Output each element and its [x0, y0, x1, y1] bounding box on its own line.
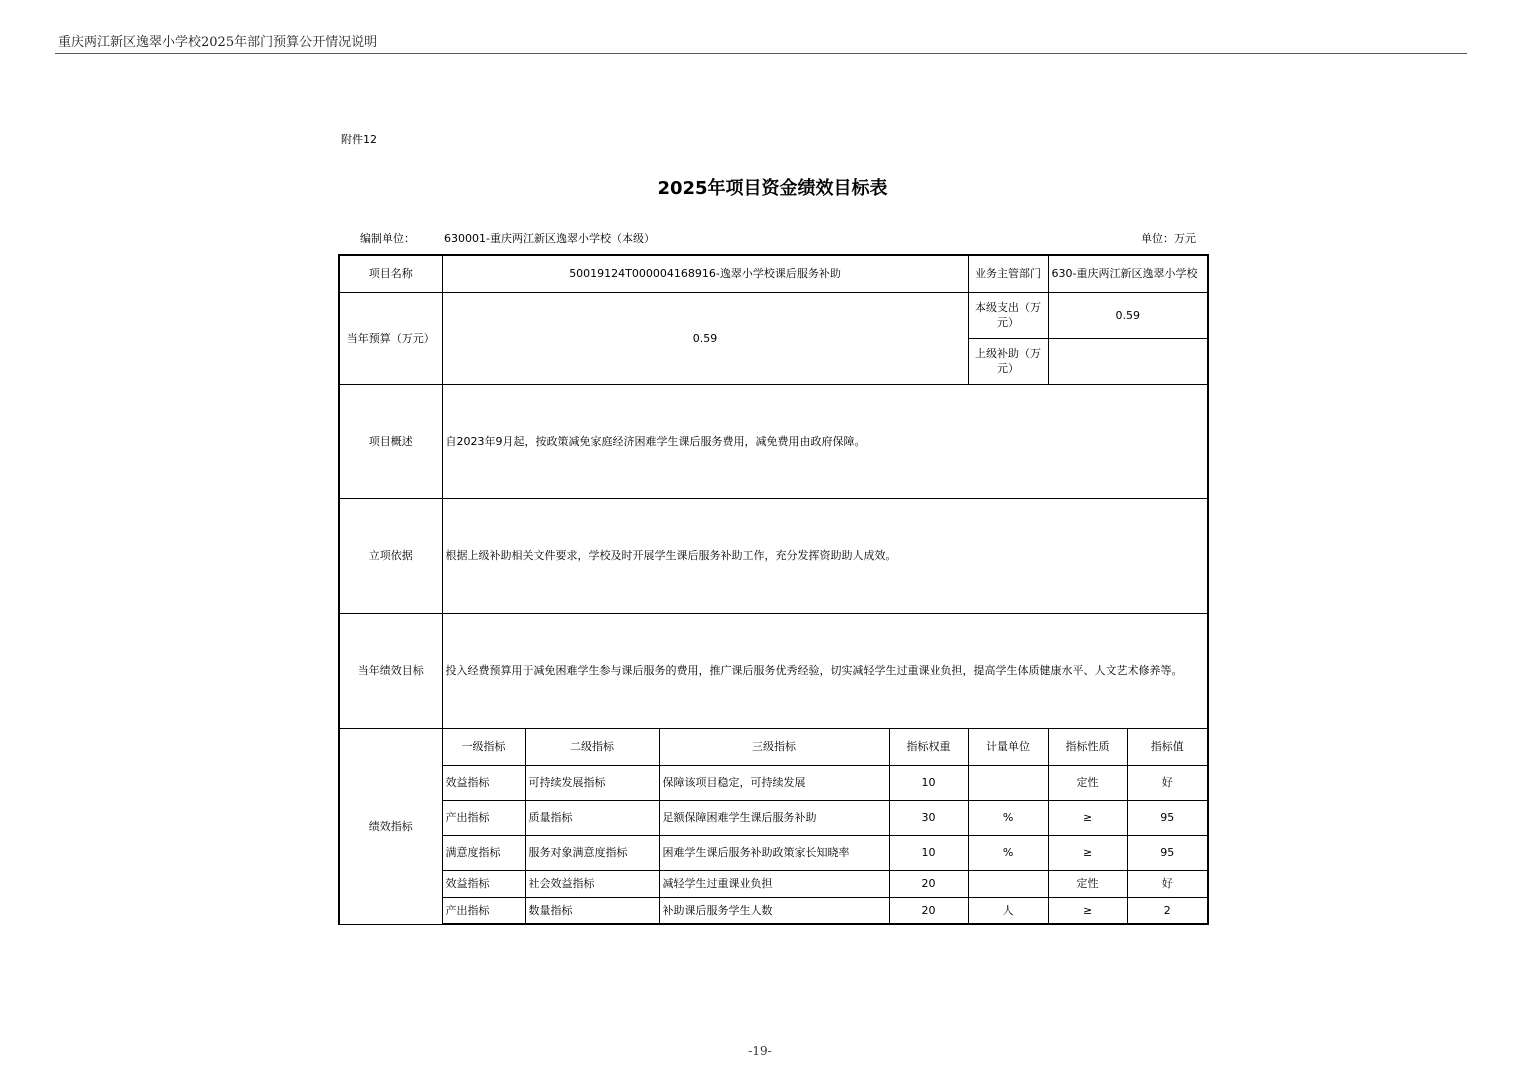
basis-value: 根据上级补助相关文件要求，学校及时开展学生课后服务补助工作，充分发挥资助助人成效。: [442, 498, 1208, 613]
unit-cell: 人: [968, 897, 1048, 924]
level2-cell: 数量指标: [525, 897, 659, 924]
nature-cell: ≥: [1048, 835, 1127, 870]
goal-label: 当年绩效目标: [339, 613, 442, 728]
weight-cell: 20: [889, 870, 968, 897]
dept-value: 630-重庆两江新区逸翠小学校: [1048, 255, 1208, 292]
indicator-header: 三级指标: [659, 728, 889, 765]
level2-cell: 质量指标: [525, 800, 659, 835]
superior-subsidy-label: 上级补助（万元）: [968, 338, 1048, 384]
table-row: [339, 897, 1208, 924]
superior-subsidy-value: [1048, 338, 1208, 384]
level3-cell: 补助课后服务学生人数: [659, 897, 889, 924]
dept-label: 业务主管部门: [968, 255, 1048, 292]
budget-value: 0.59: [442, 292, 968, 384]
level1-cell: 效益指标: [442, 765, 525, 800]
compiler-label: 编制单位：: [360, 232, 415, 245]
page-number: -19-: [748, 1044, 772, 1058]
weight-cell: 10: [889, 765, 968, 800]
basis-label: 立项依据: [339, 498, 442, 613]
table-row: [339, 765, 1208, 800]
unit-label: 单位：万元: [1141, 232, 1196, 245]
level3-cell: 足额保障困难学生课后服务补助: [659, 800, 889, 835]
level1-cell: 产出指标: [442, 897, 525, 924]
indicators-section-label: 绩效指标: [339, 728, 442, 924]
table-row: [339, 835, 1208, 870]
table-row: [339, 870, 1208, 897]
project-name-value: 50019124T000004168916-逸翠小学校课后服务补助: [442, 255, 968, 292]
own-expense-label: 本级支出（万元）: [968, 292, 1048, 338]
indicator-header: 一级指标: [442, 728, 525, 765]
table-row: [339, 800, 1208, 835]
indicator-header: 指标权重: [889, 728, 968, 765]
indicator-header: 指标值: [1127, 728, 1208, 765]
level2-cell: 社会效益指标: [525, 870, 659, 897]
attachment-label: 附件12: [341, 133, 377, 146]
level3-cell: 困难学生课后服务补助政策家长知晓率: [659, 835, 889, 870]
nature-cell: 定性: [1048, 870, 1127, 897]
value-cell: 好: [1127, 765, 1208, 800]
level2-cell: 服务对象满意度指标: [525, 835, 659, 870]
value-cell: 好: [1127, 870, 1208, 897]
nature-cell: 定性: [1048, 765, 1127, 800]
indicator-header: 指标性质: [1048, 728, 1127, 765]
level1-cell: 满意度指标: [442, 835, 525, 870]
indicator-header: 二级指标: [525, 728, 659, 765]
unit-cell: %: [968, 800, 1048, 835]
weight-cell: 10: [889, 835, 968, 870]
goal-value: 投入经费预算用于减免困难学生参与课后服务的费用，推广课后服务优秀经验，切实减轻学生过重课业负担，提高学生体质健康水平、人文艺术修养等。: [442, 613, 1208, 728]
level3-cell: 减轻学生过重课业负担: [659, 870, 889, 897]
value-cell: 2: [1127, 897, 1208, 924]
compiler-value: 630001-重庆两江新区逸翠小学校（本级）: [444, 232, 655, 245]
weight-cell: 20: [889, 897, 968, 924]
level2-cell: 可持续发展指标: [525, 765, 659, 800]
level3-cell: 保障该项目稳定，可持续发展: [659, 765, 889, 800]
project-name-label: 项目名称: [339, 255, 442, 292]
unit-cell: [968, 765, 1048, 800]
running-header: 重庆两江新区逸翠小学校2025年部门预算公开情况说明: [58, 35, 378, 50]
own-expense-value: 0.59: [1048, 292, 1208, 338]
performance-target-table: [338, 254, 1209, 925]
overview-value: 自2023年9月起，按政策减免家庭经济困难学生课后服务费用，减免费用由政府保障。: [442, 384, 1208, 498]
value-cell: 95: [1127, 835, 1208, 870]
value-cell: 95: [1127, 800, 1208, 835]
budget-label: 当年预算（万元）: [339, 292, 442, 384]
nature-cell: ≥: [1048, 800, 1127, 835]
unit-cell: [968, 870, 1048, 897]
overview-label: 项目概述: [339, 384, 442, 498]
header-rule: [55, 53, 1467, 54]
level1-cell: 产出指标: [442, 800, 525, 835]
nature-cell: ≥: [1048, 897, 1127, 924]
unit-cell: %: [968, 835, 1048, 870]
document-title: 2025年项目资金绩效目标表: [657, 178, 888, 199]
indicator-header: 计量单位: [968, 728, 1048, 765]
weight-cell: 30: [889, 800, 968, 835]
level1-cell: 效益指标: [442, 870, 525, 897]
